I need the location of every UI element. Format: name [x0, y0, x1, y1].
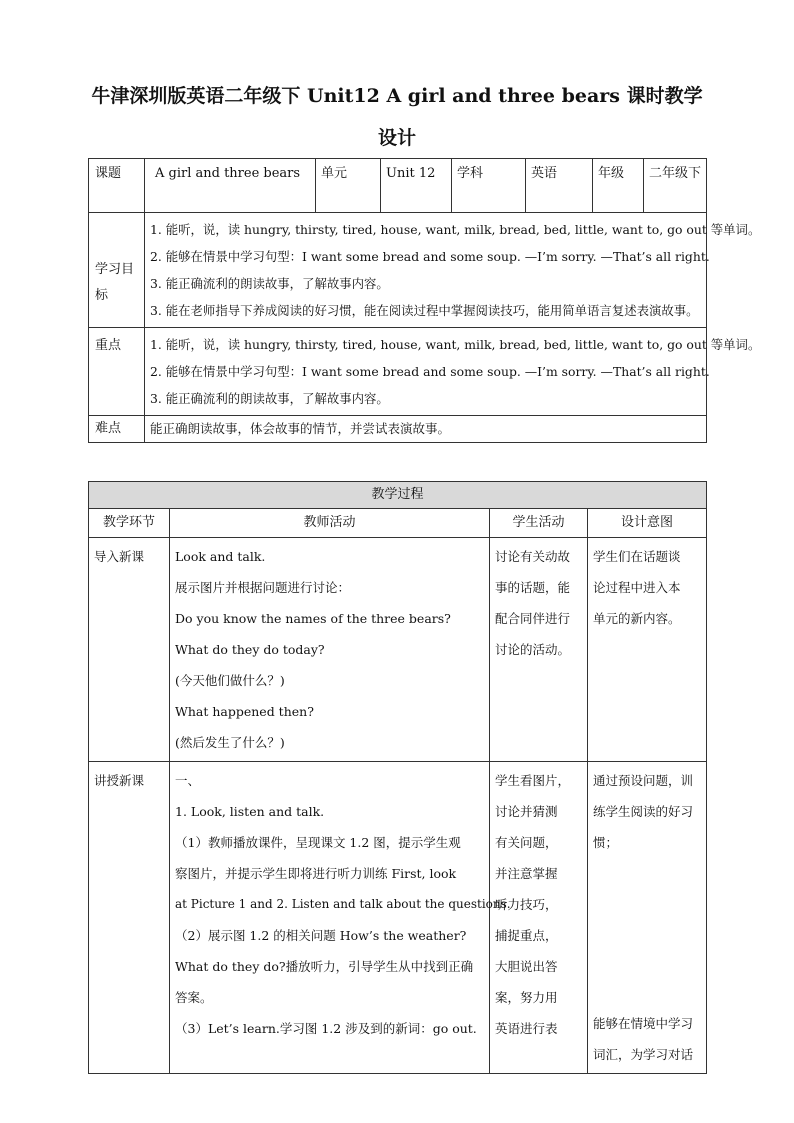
grade-label: 年级	[593, 159, 644, 213]
teacher-line: Look and talk.	[175, 549, 266, 564]
teacher-activity-intro	[170, 538, 490, 762]
teacher-line: (然后发生了什么？)	[175, 735, 285, 750]
goals-cell	[145, 213, 761, 328]
teaching-process-table	[88, 481, 707, 1074]
teacher-line: What do they do today?	[175, 642, 325, 657]
topic-value: A girl and three bears	[145, 159, 316, 213]
info-row-key-points	[89, 328, 707, 416]
stage-intro: 导入新课	[89, 538, 170, 762]
key-point-item: 1. 能听，说，读 hungry, thirsty, tired, house, want, milk, bread, bed, little, want to, go out 等单词。	[150, 337, 761, 352]
intent-line: 惯；	[593, 835, 619, 850]
teacher-line: (今天他们做什么？)	[175, 673, 285, 688]
student-line: 大胆说出答	[495, 959, 558, 974]
section-intro	[89, 538, 707, 762]
teacher-line: （3）Let’s learn.学习图 1.2 涉及到的新词：go out.	[175, 1021, 477, 1036]
info-row-goals	[89, 213, 707, 328]
student-line: 讨论并猜测	[495, 804, 558, 819]
column-student: 学生活动	[490, 509, 588, 538]
student-line: 事的话题，能	[495, 580, 571, 595]
difficulty-value: 能正确朗读故事，体会故事的情节，并尝试表演故事。	[145, 416, 707, 443]
teacher-line: What do they do?播放听力，引导学生从中找到正确	[175, 959, 474, 974]
intent-line: 能够在情境中学习	[593, 1016, 694, 1031]
column-teacher: 教师活动	[170, 509, 490, 538]
key-points-label: 重点	[89, 328, 145, 416]
key-points-cell	[145, 328, 761, 416]
teacher-activity-new-lesson	[170, 762, 511, 1074]
teacher-line: 展示图片并根据问题进行讨论：	[175, 580, 351, 595]
process-header: 教学过程	[89, 482, 707, 509]
unit-label: 单元	[316, 159, 381, 213]
teacher-line: （1）教师播放课件，呈现课文 1.2 图，提示学生观	[175, 835, 461, 850]
goal-item: 3. 能正确流利的朗读故事，了解故事内容。	[150, 276, 389, 291]
student-line: 讨论有关动故	[495, 549, 571, 564]
intent-line: 学生们在话题谈	[593, 549, 681, 564]
process-columns-row	[89, 509, 707, 538]
grade-value: 二年级下	[644, 159, 707, 213]
design-intent-new-lesson	[588, 762, 707, 1074]
section-new-lesson	[89, 762, 707, 1074]
goal-item: 1. 能听，说，读 hungry, thirsty, tired, house, want, milk, bread, bed, little, want to, go out 等单词。	[150, 222, 761, 237]
column-stage: 教学环节	[89, 509, 170, 538]
student-line: 案，努力用	[495, 990, 558, 1005]
subject-value: 英语	[526, 159, 593, 213]
teacher-line: at Picture 1 and 2. Listen and talk about the questions.	[175, 897, 511, 911]
intent-line: 单元的新内容。	[593, 611, 681, 626]
teacher-line: Do you know the names of the three bears?	[175, 611, 451, 626]
teacher-line: （2）展示图 1.2 的相关问题 How’s the weather?	[175, 928, 467, 943]
teacher-line: 1. Look, listen and talk.	[175, 804, 325, 819]
subject-label: 学科	[452, 159, 526, 213]
difficulty-label: 难点	[89, 416, 145, 443]
student-line: 并注意掌握	[495, 866, 558, 881]
student-line: 配合同伴进行	[495, 611, 571, 626]
document-title-line1: 牛津深圳版英语二年级下 Unit12 A girl and three bears 课时教学	[91, 85, 703, 107]
column-intent: 设计意图	[588, 509, 707, 538]
student-line: 听力技巧，	[495, 897, 558, 912]
teacher-line: 一、	[175, 773, 201, 788]
topic-label: 课题	[89, 159, 145, 213]
intent-line: 通过预设问题，训	[593, 773, 694, 788]
design-intent-intro	[588, 538, 707, 762]
intent-line: 词汇，为学习对话	[593, 1047, 694, 1062]
student-activity-intro	[490, 538, 588, 762]
student-line: 英语进行表	[495, 1021, 558, 1036]
info-row-topic	[89, 159, 707, 213]
info-row-difficulty	[89, 416, 707, 443]
intent-spacer	[593, 858, 701, 1008]
unit-value: Unit 12	[381, 159, 452, 213]
process-header-row	[89, 482, 707, 509]
teacher-line: 察图片，并提示学生即将进行听力训练 First, look	[175, 866, 457, 881]
student-line: 讨论的活动。	[495, 642, 571, 657]
document-title-line2: 设计	[377, 127, 416, 149]
teacher-line: 答案。	[175, 990, 213, 1005]
goal-item: 3. 能在老师指导下养成阅读的好习惯，能在阅读过程中掌握阅读技巧，能用简单语言复述表演故事。	[150, 303, 699, 318]
intent-line: 练学生阅读的好习	[593, 804, 694, 819]
intent-line: 论过程中进入本	[593, 580, 681, 595]
teacher-line: What happened then?	[175, 704, 314, 719]
student-activity-new-lesson	[490, 762, 588, 1074]
student-line: 学生看图片，	[495, 773, 571, 788]
student-line: 捕捉重点，	[495, 928, 558, 943]
student-line: 有关问题，	[495, 835, 558, 850]
key-point-item: 2. 能够在情景中学习句型：I want some bread and some soup. —I’m sorry. —That’s all right.	[150, 364, 710, 379]
goal-item: 2. 能够在情景中学习句型：I want some bread and some soup. —I’m sorry. —That’s all right.	[150, 249, 710, 264]
key-point-item: 3. 能正确流利的朗读故事，了解故事内容。	[150, 391, 389, 406]
stage-new-lesson: 讲授新课	[89, 762, 170, 1074]
goals-label: 学习目标	[89, 213, 145, 328]
lesson-info-table	[88, 158, 761, 443]
